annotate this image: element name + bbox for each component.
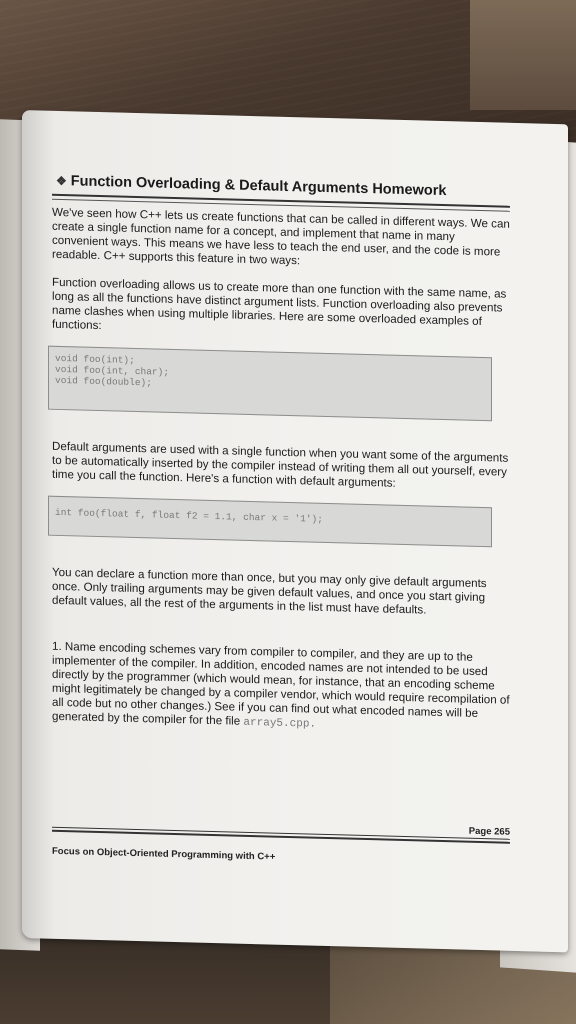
textbook-page bbox=[22, 110, 568, 952]
question-paragraph bbox=[52, 640, 510, 737]
code-line: int foo(float f, float f2 = 1.1, char x = '1'); bbox=[55, 506, 323, 525]
overloading-paragraph: Function overloading allows us to create more than one function with the same name, as long as all the functions have distinct argument lists. Function overloading also prevents name clashes when using multiple libraries. Here are some overloaded examples of functions: bbox=[52, 275, 507, 333]
book-title: Focus on Object-Oriented Programming with C++ bbox=[52, 845, 276, 863]
page-number: Page 265 bbox=[468, 825, 510, 838]
title-text: Function Overloading & Default Arguments Homework bbox=[70, 173, 447, 200]
declaration-paragraph: You can declare a function more than once, but you may only give default arguments once. Only trailing arguments may be given default values, and once you start giving default values, all the rest of the arguments in the list must have defaults. bbox=[52, 565, 487, 617]
code-line: void foo(double); bbox=[55, 374, 152, 389]
binder-strip bbox=[470, 0, 576, 110]
code-line: void foo(int); bbox=[55, 352, 135, 366]
diamond-bullet-icon: ❖ bbox=[56, 173, 67, 189]
page-content bbox=[52, 173, 510, 751]
default-args-code-block bbox=[48, 496, 492, 548]
question-text: 1. Name encoding schemes vary from compiler to compiler, and they are up to the implementer of the compiler. In addition, encoded names are not intended to be used directly by the programmer (which would mean, for instance, that an encoding scheme might legitimately be changed by a compiler vendor, which would require recompilation of all code but no other changes.) See if you can find out what encoded names will be generated by the compiler for the file bbox=[52, 639, 510, 728]
code-line: void foo(int, char); bbox=[55, 363, 170, 378]
footer-rule bbox=[52, 827, 510, 844]
file-name: array5.cpp. bbox=[243, 716, 317, 731]
overload-code-block bbox=[48, 346, 492, 422]
page-footer bbox=[52, 827, 510, 869]
default-args-paragraph: Default arguments are used with a single function when you want some of the arguments to be automatically inserted by the compiler instead of writing them all out yourself, every time you call the function. Here's a function with default arguments: bbox=[52, 439, 509, 490]
intro-paragraph: We've seen how C++ lets us create functions that can be called in different ways. We can create a single function name for a concept, and implement that name in many convenient ways. This means we have less to teach the end user, and the code is more readable. C++ supports this feature in two ways: bbox=[52, 205, 510, 268]
